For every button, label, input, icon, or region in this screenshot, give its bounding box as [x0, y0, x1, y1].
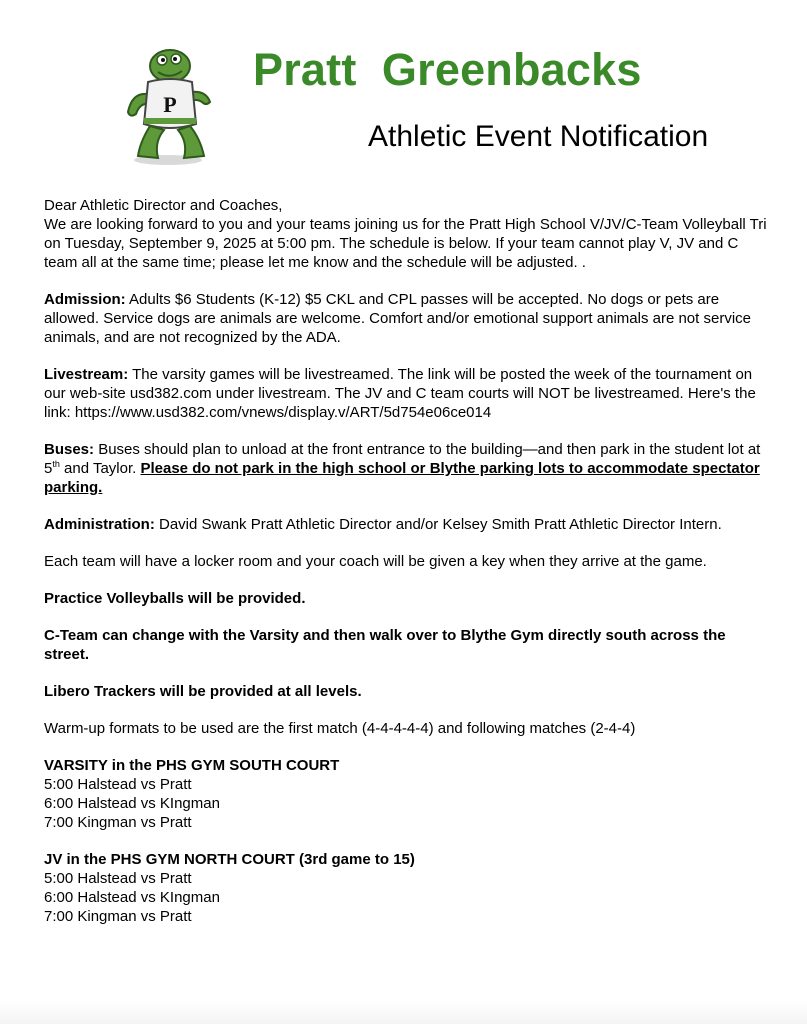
varsity-game: 6:00 Halstead vs KIngman	[44, 795, 220, 812]
jv-game: 7:00 Kingman vs Pratt	[44, 908, 192, 925]
jv-game: 6:00 Halstead vs KIngman	[44, 889, 220, 906]
buses-paragraph	[44, 440, 774, 497]
warmup-note: Warm-up formats to be used are the first match (4-4-4-4-4) and following matches (2-4-4)	[44, 720, 636, 737]
administration-text: David Swank Pratt Athletic Director and/or Kelsey Smith Pratt Athletic Director Intern.	[154, 516, 722, 533]
page-subtitle: Athletic Event Notification	[368, 120, 709, 153]
letter-body	[44, 196, 774, 926]
admission-text: Adults $6 Students (K-12) $5 CKL and CPL passes will be accepted. No dogs or pets are allowed. Service dogs are animals are welcome. Comfort and/or emotional support animals are not service animals, and are not recognized by the ADA.	[44, 291, 751, 346]
varsity-game: 5:00 Halstead vs Pratt	[44, 776, 192, 793]
frog-mascot-logo	[118, 42, 218, 167]
livestream-paragraph	[44, 365, 774, 422]
practice-balls-note: Practice Volleyballs will be provided.	[44, 590, 306, 607]
libero-note: Libero Trackers will be provided at all levels.	[44, 683, 362, 700]
varsity-game: 7:00 Kingman vs Pratt	[44, 814, 192, 831]
page-bottom-edge	[0, 1000, 807, 1024]
svg-text:P: P	[163, 92, 177, 117]
greeting: Dear Athletic Director and Coaches,	[44, 197, 283, 214]
livestream-label: Livestream:	[44, 366, 129, 383]
buses-text: Buses should plan to unload at the front entrance to the building—and then park in the student lot at 5	[44, 441, 761, 477]
administration-label: Administration:	[44, 516, 155, 533]
school-name-heading: Pratt Greenbacks	[253, 44, 642, 95]
locker-room-note: Each team will have a locker room and your coach will be given a key when they arrive at the game.	[44, 553, 707, 570]
livestream-text: The varsity games will be livestreamed. The link will be posted the week of the tournament on our web-site usd382.com under livestream. The JV and C team courts will NOT be livestreamed. Here's the link: https://www.usd382.com/vnews/display.v/ART/5d754e06ce014	[44, 366, 756, 421]
buses-text-after: and Taylor.	[59, 460, 141, 477]
admission-paragraph	[44, 290, 774, 347]
jv-game: 5:00 Halstead vs Pratt	[44, 870, 192, 887]
administration-paragraph	[44, 515, 774, 534]
jv-heading: JV in the PHS GYM NORTH COURT (3rd game to 15)	[44, 851, 415, 868]
varsity-heading: VARSITY in the PHS GYM SOUTH COURT	[44, 757, 340, 774]
c-team-note: C-Team can change with the Varsity and then walk over to Blythe Gym directly south across the street.	[44, 627, 726, 663]
intro-paragraph: We are looking forward to you and your teams joining us for the Pratt High School V/JV/C-Team Volleyball Tri on Tuesday, September 9, 2025 at 5:00 pm. The schedule is below. If your team cannot play V, JV and C team all at the same time; please let me know and the schedule will be adjusted. .	[44, 216, 767, 271]
admission-label: Admission:	[44, 291, 126, 308]
buses-label: Buses:	[44, 441, 95, 458]
parking-warning: Please do not park in the high school or Blythe parking lots to accommodate spectator parking.	[44, 460, 760, 496]
buses-superscript: th	[52, 459, 60, 469]
